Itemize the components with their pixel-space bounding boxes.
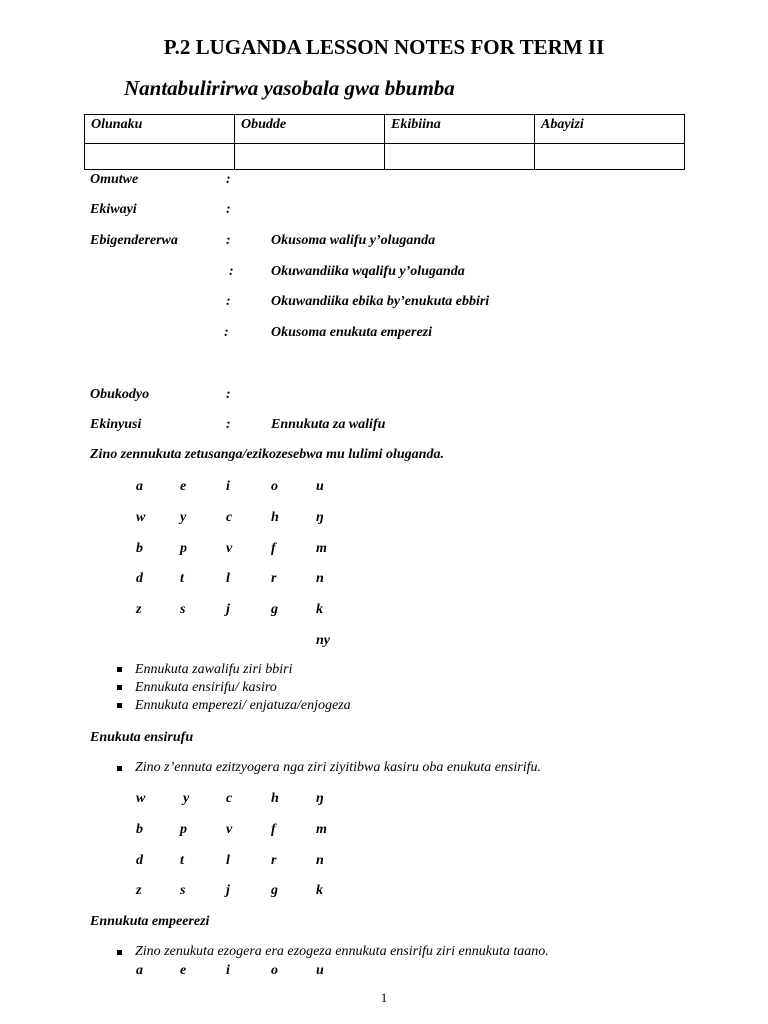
consonant-letter: f — [271, 822, 276, 837]
consonant-letter: v — [226, 822, 233, 837]
bullet-icon — [117, 667, 122, 672]
table-cell — [535, 144, 685, 170]
field-label-ebigendererwa: Ebigendererwa — [90, 233, 178, 248]
table-cell — [85, 144, 235, 170]
alphabet-letter: o — [271, 479, 278, 494]
alphabet-letter: z — [136, 602, 142, 617]
consonant-letter: h — [271, 791, 279, 806]
field-label-omutwe: Omutwe — [90, 172, 139, 187]
bullet-icon — [117, 950, 122, 955]
alphabet-letter: r — [271, 571, 277, 586]
lesson-info-table — [84, 114, 685, 170]
page-number: 1 — [380, 990, 388, 1005]
field-label-obukodyo: Obukodyo — [90, 387, 150, 402]
alphabet-letter: ny — [316, 633, 330, 648]
consonant-letter: n — [316, 853, 324, 868]
alphabet-letter: n — [316, 571, 324, 586]
column-header-abayizi: Abayizi — [535, 115, 685, 144]
table-cell — [385, 144, 535, 170]
alphabet-letter: i — [226, 479, 230, 494]
consonant-letter: j — [226, 883, 230, 898]
vowel-letter: u — [316, 963, 324, 978]
consonant-letter: z — [136, 883, 142, 898]
vowel-letter: a — [136, 963, 143, 978]
field-label-ekinyusi: Ekinyusi — [90, 417, 142, 432]
alphabet-letter: l — [226, 571, 230, 586]
alphabet-letter: e — [180, 479, 187, 494]
document-title: P.2 LUGANDA LESSON NOTES FOR TERM II — [163, 35, 605, 59]
column-header-obudde: Obudde — [235, 115, 385, 144]
lesson-subtitle: Nantabulirirwa yasobala gwa bbumba — [124, 76, 455, 100]
field-colon: : — [224, 325, 229, 340]
alphabet-letter: y — [180, 510, 187, 525]
alphabet-letter: s — [180, 602, 186, 617]
alphabet-letter: c — [226, 510, 233, 525]
column-header-olunaku: Olunaku — [85, 115, 235, 144]
field-colon: : — [229, 264, 234, 279]
consonant-letter: p — [180, 822, 187, 837]
alphabet-letter: p — [180, 541, 187, 556]
vowel-letter: i — [226, 963, 230, 978]
table-cell — [235, 144, 385, 170]
objective-item: Okusoma enukuta emperezi — [271, 325, 433, 340]
consonant-letter: r — [271, 853, 277, 868]
alphabet-letter: b — [136, 541, 143, 556]
field-colon: : — [226, 233, 231, 248]
consonant-letter: w — [136, 791, 146, 806]
alphabet-letter: m — [316, 541, 327, 556]
alphabet-letter: k — [316, 602, 323, 617]
alphabet-letter: h — [271, 510, 279, 525]
alphabet-letter: g — [271, 602, 278, 617]
alphabet-letter: w — [136, 510, 146, 525]
vowels-description: Zino zenukuta ezogera era ezogeza ennukuta ensirifu ziri ennukuta taano. — [135, 944, 549, 959]
consonant-letter: ŋ — [316, 791, 324, 806]
field-colon: : — [226, 417, 231, 432]
alphabet-letter: a — [136, 479, 143, 494]
consonant-letter: g — [271, 883, 278, 898]
field-value-ekinyusi: Ennukuta za walifu — [271, 417, 386, 432]
consonant-letter: y — [183, 791, 190, 806]
field-colon: : — [226, 294, 231, 309]
objective-item: Okuwandiika ebika by’enukuta ebbiri — [271, 294, 490, 309]
consonant-letter: t — [180, 853, 184, 868]
consonant-letter: c — [226, 791, 233, 806]
alphabet-letter: ŋ — [316, 510, 324, 525]
field-colon: : — [226, 387, 231, 402]
list-item: Ennukuta ensirifu/ kasiro — [135, 680, 277, 695]
consonants-description: Zino z’ennuta ezitzyogera nga ziri ziyitibwa kasiru oba enukuta ensirifu. — [135, 760, 541, 775]
consonant-letter: m — [316, 822, 327, 837]
bullet-icon — [117, 766, 122, 771]
section-heading-vowels: Ennukuta empeerezi — [90, 914, 210, 929]
bullet-icon — [117, 703, 122, 708]
bullet-icon — [117, 685, 122, 690]
list-item: Ennukuta zawalifu ziri bbiri — [135, 662, 293, 677]
section-heading-consonants: Enukuta ensirufu — [90, 730, 194, 745]
alphabet-letter: j — [226, 602, 230, 617]
consonant-letter: s — [180, 883, 186, 898]
objective-item: Okuwandiika wqalifu y’oluganda — [271, 264, 465, 279]
alphabet-letter: u — [316, 479, 324, 494]
objective-item: Okusoma walifu y’oluganda — [271, 233, 436, 248]
alphabet-letter: d — [136, 571, 143, 586]
consonant-letter: l — [226, 853, 230, 868]
alphabet-intro: Zino zennukuta zetusanga/ezikozesebwa mu lulimi oluganda. — [90, 447, 444, 462]
vowel-letter: o — [271, 963, 278, 978]
list-item: Ennukuta emperezi/ enjatuza/enjogeza — [135, 698, 351, 713]
field-colon: : — [226, 172, 231, 187]
alphabet-letter: t — [180, 571, 184, 586]
column-header-ekibiina: Ekibiina — [385, 115, 535, 144]
alphabet-letter: f — [271, 541, 276, 556]
vowel-letter: e — [180, 963, 187, 978]
consonant-letter: d — [136, 853, 143, 868]
field-label-ekiwayi: Ekiwayi — [90, 202, 137, 217]
field-colon: : — [226, 202, 231, 217]
alphabet-letter: v — [226, 541, 233, 556]
consonant-letter: b — [136, 822, 143, 837]
consonant-letter: k — [316, 883, 323, 898]
